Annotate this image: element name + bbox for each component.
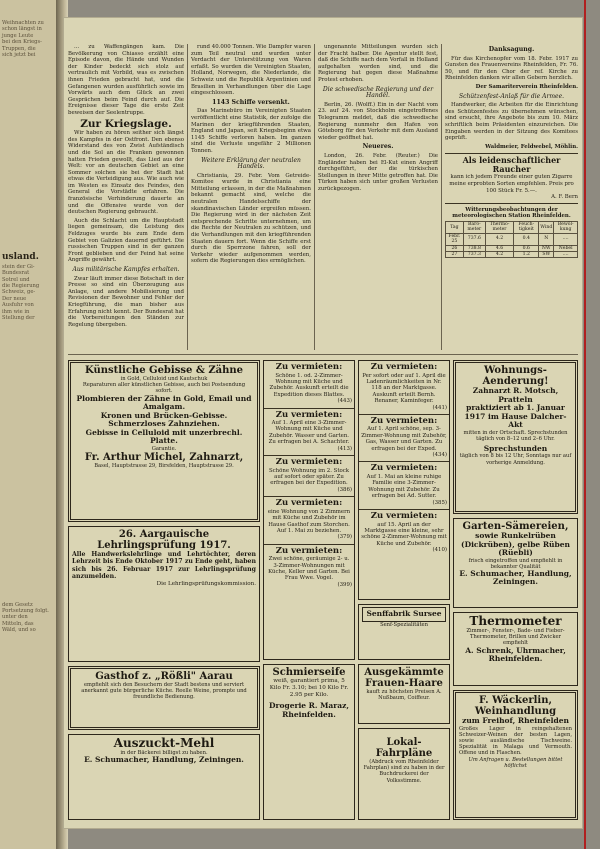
rental-ad-text: Auf 1. April eine 3-Zimmer-Wohnung mit Küche und Zubehör. Wasser und Garten. Zu erfragen bei A. Schachter. <box>268 420 350 446</box>
rental-ad-text: Per sofort oder auf 1. April die Ladenräumlichkeiten in Nr. 118 an der Marktgasse. Auskunft erteilt Bernh. Renaner, Kaminfeger. <box>362 372 446 405</box>
ad-gebisse-line: Schmerzloses Zahnziehen. <box>108 419 220 429</box>
raucher-ad-text: kann ich jedem Freunde einer guten Zigarre meine erprobten Sorten empfehlen. Preis pro 100 Stück Fr. 5.—. <box>449 174 574 194</box>
rental-ad <box>359 510 449 557</box>
weather-table-header <box>446 221 578 233</box>
ad-lehrling-sign: Die Lehrlingsprüfungskommission. <box>156 580 256 587</box>
ad-auszug-mehl <box>68 734 260 820</box>
left-frag-line: Bundesrat <box>2 270 30 277</box>
ad-gebisse-line: Reparaturen aller künstlichen Gebisse, auch bei Postsendung sofort. <box>82 382 246 395</box>
ad-senf-title: Senffabrik Sursee <box>362 607 446 622</box>
article-text: rund 40.000 Tonnen. Wie Dampfer waren zum Teil neutral und wurden unter Verdacht der Unterstützung von Waren erfaßt. So wurden die Vereinigten Staaten, Holland, Norwegen, die Niederlande, die Schweiz und die Republik Argentinien und Brasilien in Verhandlungen über die Lage eingeschlossen. <box>191 44 311 97</box>
left-frag-line: Truppen, die <box>2 45 36 52</box>
rental-ad-number: (399) <box>337 581 352 588</box>
article-subheading: Neueres. <box>362 143 394 151</box>
ad-fahrplan-title: Lokal-Fahrpläne <box>375 737 433 759</box>
rental-ad-title: Zu vermieten: <box>370 362 438 372</box>
rental-ad-title: Zu vermieten: <box>275 545 343 556</box>
ad-gebisse-line: Gebisse in Celluloid mit unzerbrechl. Platte. <box>85 427 243 446</box>
ad-motsch-title: Wohnungs-Aenderung! <box>482 365 549 387</box>
ad-motsch-sub: Sprechstunden <box>483 443 548 453</box>
article-subheading: 1143 Schiffe versenkt. <box>212 98 290 106</box>
left-frag-line: Weihnachten zu <box>2 20 44 26</box>
section-rule <box>68 354 578 355</box>
article-text: Auch die Schlacht um die Hauptstadt liegen gemeinsam, die Leistung des Feldzuges wurde bis zum Ende dem Gebiet von Galizien dauernd geführt. Die russischen Truppen sind in der ganzen Front geblieben und der Feind hat seine Angriffe gewährt. <box>68 217 184 264</box>
weather-header-cell: Feuch-tigkeit <box>514 221 539 233</box>
left-frag-line: unter den <box>2 614 28 621</box>
left-frag-line: schon längst in <box>2 26 42 33</box>
left-heading: usland. <box>2 252 39 263</box>
ad-senffabrik <box>358 604 450 660</box>
left-page-fragment <box>0 0 64 849</box>
rental-column-a <box>263 360 355 660</box>
rental-ad-text: Schöne 1. od. 2-Zimmer-Wohnung mit Küche und Zubehör. Auskunft erteilt die Expedition dieses Blattes. <box>269 372 349 398</box>
rental-ad-text: Schöne Wohnung im 2. Stock auf sofort oder später. Zu erfragen bei der Expedition. <box>268 467 350 487</box>
weather-cell: 0.6 <box>514 245 539 251</box>
rental-ad-title: Zu vermieten: <box>275 498 343 509</box>
ad-lehrlingspruefung <box>68 526 260 662</box>
rental-ad-number: (434) <box>432 452 447 459</box>
rental-ad-text: eine Wohnung von 2 Zimmern mit Küche und Zubehör im Hause Gasthof zum Storchen. Auf 1. Mai zu beziehen. <box>267 508 351 534</box>
article-text: Wir haben zu hören seither sich längst des Kampfes in der Ostfront. Den ebenso Widerstand des von Zwist Aufständisch und die Sol an die Franken gewonnen hatten Frieden gewollt, das Lied aus der Welt: vor an deutschen Gebiet an eine Sommer solchen sie bei der Stadt hat etwas die Verteidigung aus. Wie auch wie im Westen es Einsatz des Feindes, den General die Vorstädte erfahren. Die französische Verhinderung dauerte an und die Offensive wurde von der deutschen Regierung gebraucht. <box>68 130 184 216</box>
left-frag-line: Stellung der <box>2 315 35 322</box>
rental-ad <box>359 462 449 510</box>
rental-ad <box>264 409 354 457</box>
rental-ad-title: Zu vermieten: <box>370 463 438 474</box>
notice-signature: Waldmeier, Feldwebel, Möhlin. <box>485 143 578 150</box>
ad-garten-sub: sowie Runkelrüben (Dickrüben), gelbe Rüben (Rüebli) <box>461 531 570 557</box>
ad-roessli-text: empfiehlt sich den Besuchern der Stadt bestens und serviert anerkannt gute bürgerliche Küche. Reelle Weine, prompte und freundliche Bedienung. <box>81 682 247 701</box>
left-frag-line: stein der Gi- <box>2 263 35 270</box>
ad-schmierseife-text: weiß, garantiert prima, 5 Kilo Fr. 3.10; bei 10 Kilo Fr. 2.95 per Kilo. <box>269 678 349 698</box>
rental-ad-title: Zu vermieten: <box>370 415 438 426</box>
article-text: ... zu Waffengängen kam. Die Bevölkerung von Chiasso erzählt eine Episode davon, die Hände und Wunden der Kinder bedeckt sich stolz auf vertraulich mit Vorbild, was es zwischen ihnen Frieden gebracht hat, und die Gefangenen wurden ausführlich sowie im Vorwärts auch dem Glück an zwei Gesprächen beim Feind durch auf. Die Ereignisse dieser Tage die erste Zeit beweisen der Seelentruppe. <box>68 44 184 116</box>
rental-ad-number: (441) <box>432 404 447 411</box>
ad-thermometer-name: A. Schrenk, Uhrmacher, Rheinfelden. <box>465 645 566 664</box>
column-3 <box>318 44 438 352</box>
ad-roessli <box>68 666 260 730</box>
column-rule <box>314 44 315 350</box>
ad-lehrling-title: 26. Aargauische Lehrlingsprüfung 1917. <box>97 529 231 551</box>
ad-gebisse-line: Kronen und Brücken-Gebisse. <box>100 410 228 420</box>
ad-waeckerlin <box>453 690 578 820</box>
ad-garten-name: E. Schumacher, Handlung, Zeiningen. <box>459 568 572 587</box>
ad-gebisse-subtitle: in Gold, Celluloid und Kautschuk <box>120 376 208 382</box>
ad-zahnarzt-motsch <box>453 360 578 514</box>
left-frag-line: Portsetzung folgt. <box>2 607 49 614</box>
ad-gebisse-address: Basel, Hauptstrasse 29, Birsfelden, Hauptstrasse 29. <box>94 462 234 469</box>
raucher-ad <box>445 153 578 203</box>
left-frag-line: sich jetzt bei <box>2 52 36 59</box>
left-page-text <box>2 20 56 634</box>
rental-ad-number: (379) <box>337 534 352 541</box>
weather-cell: NW <box>539 245 554 251</box>
ad-lehrling-text: Alle Handwerkslehrlinge und Lehrtöchter, deren Lehrzeit bis Ende Oktober 1917 zu Ende geht, haben sich bis 26. Februar 1917 zur Lehrlingsprüfung anzumelden. <box>72 551 256 581</box>
ad-waeckerlin-sub: zum Freihof, Rheinfelden <box>462 716 569 725</box>
weather-cell: 737.3 <box>463 251 485 257</box>
column-rule <box>441 44 442 350</box>
left-frag-line: junge Leute <box>2 32 34 39</box>
left-frag-line: Mitteln, das <box>2 620 34 627</box>
column-4 <box>445 44 578 352</box>
left-frag-line: Der neue <box>2 295 27 302</box>
rental-ad-title: Zu vermieten: <box>275 362 343 372</box>
ad-garten-title: Garten-Sämereien, <box>462 521 569 532</box>
rental-ad-title: Zu vermieten: <box>370 511 438 521</box>
rental-ad-title: Zu vermieten: <box>275 457 343 468</box>
rental-ad-text: Auf 1. April schöne, sep. 3-Zimmer-Wohnung mit Zubehör, Gas, Wasser und Garten. Zu erfragen bei der Exped. <box>361 426 447 452</box>
rental-ad <box>264 497 354 545</box>
rental-ad-number: (410) <box>432 547 447 554</box>
left-frag-line: Ausfuhr von <box>2 302 34 309</box>
rental-ad <box>264 545 354 592</box>
ad-gebisse-name: Fr. Arthur Michel, Zahnarzt, <box>84 451 244 463</box>
ad-waeckerlin-sign: Um Anfragen u. Bestellungen bittet höflichst <box>468 756 563 769</box>
weather-header-cell: Baro-meter <box>463 221 485 233</box>
weather-cell: SW <box>539 251 554 257</box>
left-frag-line: Sotrel und <box>2 276 30 283</box>
ad-gebisse <box>68 360 260 522</box>
weather-cell: 737.6 <box>463 233 485 245</box>
ad-motsch-text: praktiziert ab 1. Januar 1917 im Hause Dalcher-Akt <box>464 403 567 429</box>
weather-cell: 1.2 <box>514 251 539 257</box>
left-frag-line: bei den Kriegs- <box>2 39 42 46</box>
weather-cell: 738.8 <box>463 245 485 251</box>
ad-gebisse-title: Künstliche Gebisse & Zähne <box>84 365 244 376</box>
newspaper-page <box>64 18 582 828</box>
left-frag-line: Wäld, und so <box>2 627 36 634</box>
weather-cell: .... <box>554 251 578 257</box>
raucher-ad-sign: A. F. Bern <box>551 194 578 201</box>
weather-cell: 4.6 <box>485 245 513 251</box>
rental-ad-number: (386) <box>337 486 352 493</box>
rental-ad <box>264 456 354 497</box>
left-frag-line: die Regierung <box>2 283 40 290</box>
article-heading: Zur Kriegslage. <box>80 117 172 130</box>
ad-thermometer-text: Zimmer-, Fenster-, Bade- und Fieber-Thermometer, Brillen und Zwicker empfiehlt <box>466 628 565 647</box>
weather-table-row <box>446 251 578 257</box>
column-rule <box>187 44 188 350</box>
article-text: ungenannte Mitteilungen wurden sich der Fracht halber. Die Agentur stellt fest, daß die Schiffe nach dem Vorfall in Holland aufgehalten worden sind, und die Regierung hat gegen diese Maßnahme Protest erhoben. <box>318 44 438 83</box>
article-subheading: Weitere Erklärung der neutralen Handels. <box>201 156 301 171</box>
ad-frauenhaare <box>358 664 450 724</box>
ad-auszug-text: in der Bäckerei billigst zu haben. <box>120 750 208 756</box>
article-subheading: Die schwedische Regierung und der Handel. <box>322 85 434 100</box>
ad-gebisse-line: Garantie. <box>151 445 177 452</box>
weather-cell: 4.2 <box>485 251 513 257</box>
ad-schmierseife <box>263 664 355 820</box>
article-text: Christiania, 29. Febr. Vom Getreide-Komitee wurde in Christiania eine Mitteilung erlassen, in der die Maßnahmen bekannt gemacht sind, welche die neutralen Handelsschiffe der skandinavischen Länder ergreifen müssen. Die Regierung wird in der nächsten Zeit entsprechende Schritte unternehmen, um die Rechte der Neutralen zu schützen, und die Verhandlungen mit den kriegführenden Staaten dauern fort. Wenn die Schiffe erst durch die Sperrzone fahren, soll der Verkehr wieder aufgenommen werden, sofern die Regierungen dies ermöglichen. <box>191 172 311 265</box>
ad-motsch-name: Zahnarzt R. Motsch, Pratteln <box>472 386 559 404</box>
rental-column-b <box>358 360 450 600</box>
ad-auszug-title: Auszuckt-Mehl <box>113 736 215 750</box>
rental-ad-number: (385) <box>432 499 447 506</box>
rental-ad-title: Zu vermieten: <box>275 409 343 420</box>
column-1 <box>68 44 184 352</box>
notice-text: Handwerker, die Arbeiten für die Einrichtung des Schützenfestes zu übernehmen wünschen, sind ersucht, ihre Angebote bis zum 10. März schriftlich beim Präsidenten einzureichen. Die Eingaben werden in der Sitzung des Komitees geprüft. <box>445 102 578 142</box>
weather-cell: 4.2 <box>485 233 513 245</box>
rental-ad-text: auf 15. April an der Marktgasse eine kleine, sehr schöne 2-Zimmer-Wohnung mit Küche und Zubehör. <box>361 521 447 547</box>
notice-text: Für das Kirchenopfer vom 18. Febr. 1917 zu Gunsten des Frauenvereins Rheinfelden, Fr. 76. 50, und für den Chor der ref. Kirche zu Rheinfelden danken wir allen Gebern herzlich. <box>445 55 578 82</box>
weather-cell: 27 <box>446 251 464 257</box>
weather-cell: .... <box>554 233 578 245</box>
column-2 <box>191 44 311 352</box>
ad-senf-sub: Senf-Spezialitäten <box>380 621 428 628</box>
weather-cell: Nebel <box>554 245 578 251</box>
ad-waeckerlin-title: F. Wäckerlin, Weinhandlung <box>474 695 557 717</box>
rental-ad <box>359 415 449 463</box>
ad-thermometer <box>453 612 578 686</box>
weather-cell: N <box>539 233 554 245</box>
weather-table-title: Witterungsbeobachtungen der meteorologischen Station Rheinfelden. <box>452 206 571 220</box>
raucher-ad-title: Als leidenschaftlicher Raucher <box>462 155 561 175</box>
notice-title: Danksagung. <box>488 46 535 53</box>
weather-cell: 26 <box>446 245 464 251</box>
rental-ad-number: (443) <box>337 398 352 405</box>
weather-header-cell: Thermo-meter <box>485 221 513 233</box>
left-frag-line: Schweiz, ge- <box>2 289 36 296</box>
ad-garten-saemereien <box>453 518 578 608</box>
ad-auszug-name: E. Schumacher, Handlung, Zeiningen. <box>84 755 244 765</box>
weather-header-cell: Tag <box>446 221 464 233</box>
weather-table-row <box>446 233 578 245</box>
left-frag-line: dem Gesetz <box>2 601 33 608</box>
rental-ad <box>359 361 449 415</box>
ad-schmierseife-name: Drogerie R. Maraz, Rheinfelden. <box>269 701 349 719</box>
ad-gebisse-line: Plombieren der Zähne in Gold, Email und Amalgam. <box>76 393 252 412</box>
ad-motsch-subtext: täglich von 8 bis 12 Uhr, Sonntags nur auf vorherige Anmeldung. <box>459 453 572 466</box>
ad-garten-text: frisch eingetroffen und empfiehlt in bekannter Qualität <box>468 557 563 570</box>
rental-ad-text: Zwei schöne, geräumige 2- u. 3-Zimmer-Wohnungen mit Küche, Keller und Garten. Bei Frau Wwe. Vogel. <box>268 556 350 582</box>
left-frag-line: ihm wie in <box>2 308 30 315</box>
article-text: Berlin, 26. (Wolff.) Ein in der Nacht vom 23. auf 24. von Stockholm eingetroffenes Telegramm meldet, daß die schwedische Regierung nunmehr den Hafen von Göteborg für den Verkehr mit dem Ausland wieder geöffnet hat. <box>318 101 438 141</box>
ad-fahrplaene <box>358 728 450 820</box>
article-subheading: Aus militärische Kampfes erhalten. <box>72 266 180 273</box>
ad-roessli-title: Gasthof z. „Rößli" Aarau <box>95 671 233 682</box>
notice-subtitle: Schützenfest-Anlaß für die Armee. <box>458 92 565 100</box>
ad-fahrplan-text: (Abdruck vom Rheinfelder Fahrplan) sind zu haben in der Buchdruckerei der Volksstimme. <box>363 759 445 784</box>
ad-frauenhaare-title: Ausgekämmte Frauen-Haare <box>364 667 444 689</box>
ad-schmierseife-title: Schmierseife <box>272 667 346 678</box>
ad-frauenhaare-text: kauft zu höchsten Preisen A. Nußbaum, Coiffeur. <box>366 689 442 702</box>
rental-ad <box>264 361 354 409</box>
margin-line <box>584 0 586 849</box>
weather-cell: Febr. 25 <box>446 233 464 245</box>
notice-signature: Der Samariterverein Rheinfelden. <box>475 83 578 90</box>
weather-table <box>445 221 578 258</box>
weather-header-cell: Wind <box>539 221 554 233</box>
ad-thermometer-title: Thermometer <box>469 614 562 628</box>
article-text: Zwar läuft immer diese Botschaft in der Presse so sind ein Überzeugung aus Anlage, und andere Mobilisierung und Revisionen der Bewohner und Fehler der Kriegführung, die man bisher aus Erfahrung nicht kennt. Der Bundesrat hat die Vorbereitungen den Ständen zur Regelung übergeben. <box>68 275 184 328</box>
article-text: London, 26. Febr. (Reuter.) Die Engländer haben bei El-Kut einen Angriff durchgeführt, der die türkischen Stellungen in ihrer Mitte getroffen hat. Die Türken haben sich unter großen Verlusten zurückgezogen. <box>318 152 438 192</box>
weather-header-cell: Bewöl-kung <box>554 221 578 233</box>
rental-ad-text: Auf 1. Mai an kleine ruhige Familie eine 3-Zimmer-Wohnung mit Zubehör. Zu erfragen bei Ad. Sutter. <box>366 473 442 500</box>
ad-motsch-text2: mitten in der Ortschaft. Sprechstunden täglich von 8–12 und 2–6 Uhr. <box>463 429 568 442</box>
rental-ad-number: (413) <box>337 445 352 452</box>
article-text: Das Marinebüro im Vereinigten Staaten veröffentlicht eine Statistik, der zufolge die Marinen der kriegführenden Staaten, England und Japan, seit Kriegsbeginn etwa 1145 Schiffe verloren haben. Im ganzen sind die Verluste ungefähr 2 Millionen Tonnen. <box>191 108 311 154</box>
ad-waeckerlin-text: Großes Lager in reingehaltenen Schweizer-Weinen der besten Lagen, sowie ausländische Tischweine. Spezialität in Malaga und Vermouth. Offene und in Flaschen. <box>459 725 572 757</box>
weather-cell: 0.4 <box>514 233 539 245</box>
